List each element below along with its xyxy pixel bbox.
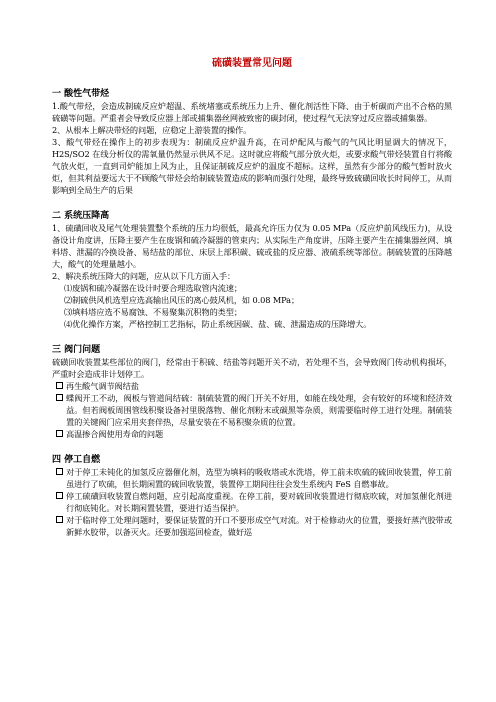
checkbox-bullet-icon	[52, 490, 66, 514]
checkbox-bullet-icon	[52, 380, 66, 392]
section-2-para-1: 1、硫磺回收及尾气处理装置整个系统的压力均很低，最高允许压力仅为 0.05 MPa（反应炉前风线压力)，从设备设计角度讲，压降主要产生在废锅和硫冷凝器的管束内；从实际生产角度讲，压降主要产生在捕集器丝网、填料塔、泄漏的冷换设备、易结盐的部位、床层上部积碳、硫或盐的反应器、液硫系统等部位。制硫装置的压降越大，酸气的处理量越小。	[52, 223, 452, 269]
section-2-sub-3: ⑶填料塔应选不易腐蚀、不易聚集沉积物的类型；	[64, 307, 242, 317]
section-3-para: 硫磺回收装置某些部位的阀门，经常由于积硫、结盐等问题开关不动，若处理不当，会导致阀门传动机构损坏，严重时会造成非计划停工。	[52, 357, 452, 379]
list-item: 对于停工未钝化的加氢反应器催化剂，选型为填料的吸收塔或水洗塔，停工前未吹硫的硫回收装置，停工前虽进行了吹硫，但长期闲置的硫回收装置，装置停工期间往往会发生系统内 FeS 自燃事故。	[52, 466, 452, 490]
document-title: 硫磺装置常见问题	[212, 58, 292, 69]
checkbox-bullet-icon	[52, 428, 66, 440]
list-item: 高温掺合阀使用寿命的问题	[52, 428, 452, 440]
list-item: 蝶阀开工不动，阀板与管道间结硫：制硫装置的阀门开关不好用，如能在线处理，会有较好的环境和经济效益。但若阀板周围管线积聚设备衬里脱落物、催化剂粉末或碳黑等杂质，则需要临时停工进行处理。制硫装置的关键阀门应采用夹套伴热，尽量安装在不易积聚杂质的位置。	[52, 392, 452, 428]
list-item: 再生酸气调节阀结盐	[52, 380, 452, 392]
checkbox-bullet-icon	[52, 514, 66, 538]
section-2-sub-2: ⑵制硫供风机选型应选高输出风压的离心鼓风机，如 0.08 MPa；	[64, 295, 300, 305]
section-3	[52, 344, 452, 440]
section-1-para-1: 1.酸气带烃，会造成制硫反应炉超温、系统堵塞或系统压力上升、催化剂活性下降、由于析碳而产出不合格的黑硫磺等问题。严重者会导致反应器上部或捕集器丝网被致密的碳封闭，使过程气无法穿过反应器或捕集器。	[52, 101, 452, 123]
section-3-heading: 三 阀门问题	[52, 345, 101, 355]
section-1	[52, 88, 452, 196]
list-item: 对于临时停工处理问题时，要保证装置的开口不要形成空气对流。对于检修动火的位置，要接好蒸汽胶带或新鲜水胶带，以备灭火。还要加强巡回检查，做好巡	[52, 514, 452, 538]
section-2-sub-4: ⑷优化操作方案，严格控制工艺指标，防止系统因碳、盐、硫、泄漏造成的压降增大。	[64, 319, 372, 329]
section-1-para-3: 3、酸气带烃在操作上的初步表现为：制硫反应炉温升高，在司炉配风与酸气的气风比明显调大的情况下，H2S/SO2 在线分析仪的需氧量仍然显示供风不足。这时就应将酸气部分放火炬，或要求酸气带烃装置自行将酸气放火炬，一直到司炉能加上风为止，且保证制硫反应炉的温度不超标。这样，虽然有少部分的酸气暂时放火炬，但其利益要远大于不顾酸气带烃会给制硫装置造成的影响而强行处理，最终导致硫磺回收长时间停工，从而影响到全局生产的后果	[52, 137, 452, 195]
section-2-sub-1: ⑴废锅和硫冷凝器在设计时要合理选取管内流速；	[64, 283, 242, 293]
section-1-para-2: 2、从根本上解决带烃的问题，应稳定上游装置的操作。	[52, 125, 252, 135]
checkbox-bullet-icon	[52, 466, 66, 490]
checkbox-bullet-icon	[52, 392, 66, 428]
section-4	[52, 454, 452, 538]
section-2-para-2: 2、解决系统压降大的问题，应从以下几方面入手：	[52, 271, 236, 281]
section-4-heading: 四 停工自燃	[52, 455, 101, 465]
list-item: 停工硫磺回收装置自燃问题，应引起高度重视。在停工前，要对硫回收装置进行彻底吹硫，对加氢催化剂进行彻底钝化。对长期闲置装置，要进行适当保护。	[52, 490, 452, 514]
section-2-heading: 二 系统压降高	[52, 211, 110, 221]
section-2	[52, 210, 452, 330]
section-1-heading: 一 酸性气带烃	[52, 89, 110, 99]
